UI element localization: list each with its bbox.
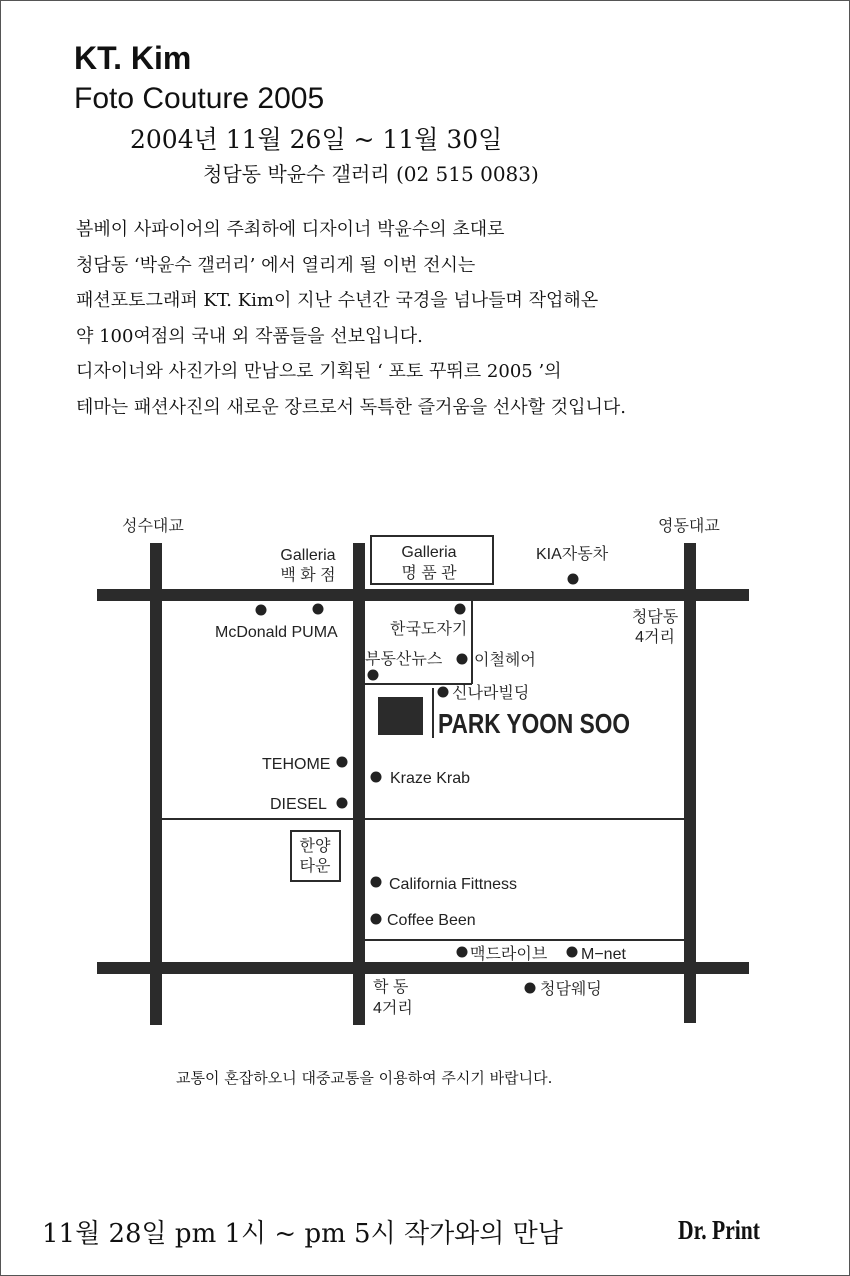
exhibition-dates: 2004년 11월 26일 ~ 11월 30일 — [130, 125, 503, 154]
hanyang-town-label-2: 타운 — [299, 858, 331, 875]
hankook-ceramics-label: 한국도자기 — [390, 621, 468, 638]
exhibition-title: Foto Couture 2005 — [74, 82, 325, 115]
shinnara-label: 신나라빌딩 — [452, 685, 530, 702]
galleria-west-label-2: 백 화 점 — [280, 567, 336, 584]
coffee-been-label: Coffee Been — [387, 912, 476, 929]
mc-drive-marker — [457, 947, 468, 958]
road-north — [97, 589, 749, 601]
hakdong-cross-label: 학 동 — [373, 979, 409, 996]
diesel-marker — [337, 798, 348, 809]
description-line: 봄베이 사파이어의 주최하에 디자이너 박윤수의 초대로 — [76, 219, 505, 240]
hakdong-cross-label-2: 4거리 — [373, 1000, 413, 1017]
diesel-label: DIESEL — [270, 796, 327, 813]
mcdonald-marker — [256, 605, 267, 616]
galleria-east-label: Galleria — [401, 544, 457, 561]
cheongdam-cross-label: 청담동 — [631, 609, 679, 626]
gallery-building-marker — [378, 697, 423, 735]
real-estate-news-marker — [368, 670, 379, 681]
puma-marker — [313, 604, 324, 615]
california-fitness-label: California Fittness — [389, 876, 518, 893]
cheongdam-wedding-label: 청담웨딩 — [540, 981, 602, 998]
road-south — [97, 962, 749, 974]
hanyang-town-label: 한양 — [299, 838, 331, 855]
meet-the-artist: 11월 28일 pm 1시 ~ pm 5시 작가와의 만남 — [42, 1219, 563, 1249]
description-line: 디자이너와 사진가의 만남으로 기획된 ‘ 포토 꾸뛰르 2005 ’의 — [76, 361, 562, 382]
description-line: 패션포토그래퍼 KT. Kim이 지난 수년간 국경을 넘나들며 작업해온 — [76, 290, 599, 311]
description-line: 청담동 ‘박윤수 갤러리’ 에서 열리게 될 이번 전시는 — [76, 254, 476, 276]
hankook-ceramics-marker — [455, 604, 466, 615]
description-line: 테마는 패션사진의 새로운 장르로서 독특한 즐거움을 선사할 것입니다. — [76, 396, 627, 418]
transit-note: 교통이 혼잡하오니 대중교통을 이용하여 주시기 바랍니다. — [176, 1069, 553, 1087]
kraze-krab-label: Kraze Krab — [390, 770, 471, 787]
m-net-label: M−net — [581, 946, 626, 963]
exhibition-description — [76, 212, 626, 425]
cheongdam-wedding-marker — [525, 983, 536, 994]
shinnara-marker — [438, 687, 449, 698]
lee-cheol-hair-marker — [457, 654, 468, 665]
yeongdong-bridge-label: 영동대교 — [658, 518, 720, 535]
photographer-name: KT. Kim — [74, 40, 192, 76]
california-fitness-marker — [371, 877, 382, 888]
park-yoon-soo-label: PARK YOON SOO — [438, 708, 630, 739]
galleria-east-label-2: 명 품 관 — [401, 565, 457, 582]
printer-credit: Dr. Print — [678, 1215, 760, 1245]
m-net-marker — [567, 947, 578, 958]
tehome-marker — [337, 757, 348, 768]
cheongdam-cross-label-2: 4거리 — [635, 629, 675, 646]
description-line: 약 100여점의 국내 외 작품들을 선보입니다. — [76, 325, 423, 347]
road-west — [150, 543, 162, 1025]
mcdonald-puma-label: McDonald PUMA — [215, 624, 338, 641]
real-estate-news-label: 부동산뉴스 — [365, 651, 443, 668]
kia-label: KIA자동차 — [536, 546, 609, 563]
kraze-krab-marker — [371, 772, 382, 783]
seongsu-bridge-label: 성수대교 — [122, 518, 184, 535]
road-east — [684, 543, 696, 1023]
tehome-label: TEHOME — [262, 756, 331, 773]
coffee-been-marker — [371, 914, 382, 925]
road-center — [353, 543, 365, 1025]
lee-cheol-hair-label: 이철헤어 — [474, 652, 536, 669]
exhibition-venue: 청담동 박윤수 갤러리 (02 515 0083) — [203, 162, 539, 186]
mc-drive-label: 맥드라이브 — [470, 946, 548, 963]
galleria-west-label: Galleria — [280, 547, 336, 564]
location-map — [0, 500, 850, 1040]
kia-marker — [568, 574, 579, 585]
